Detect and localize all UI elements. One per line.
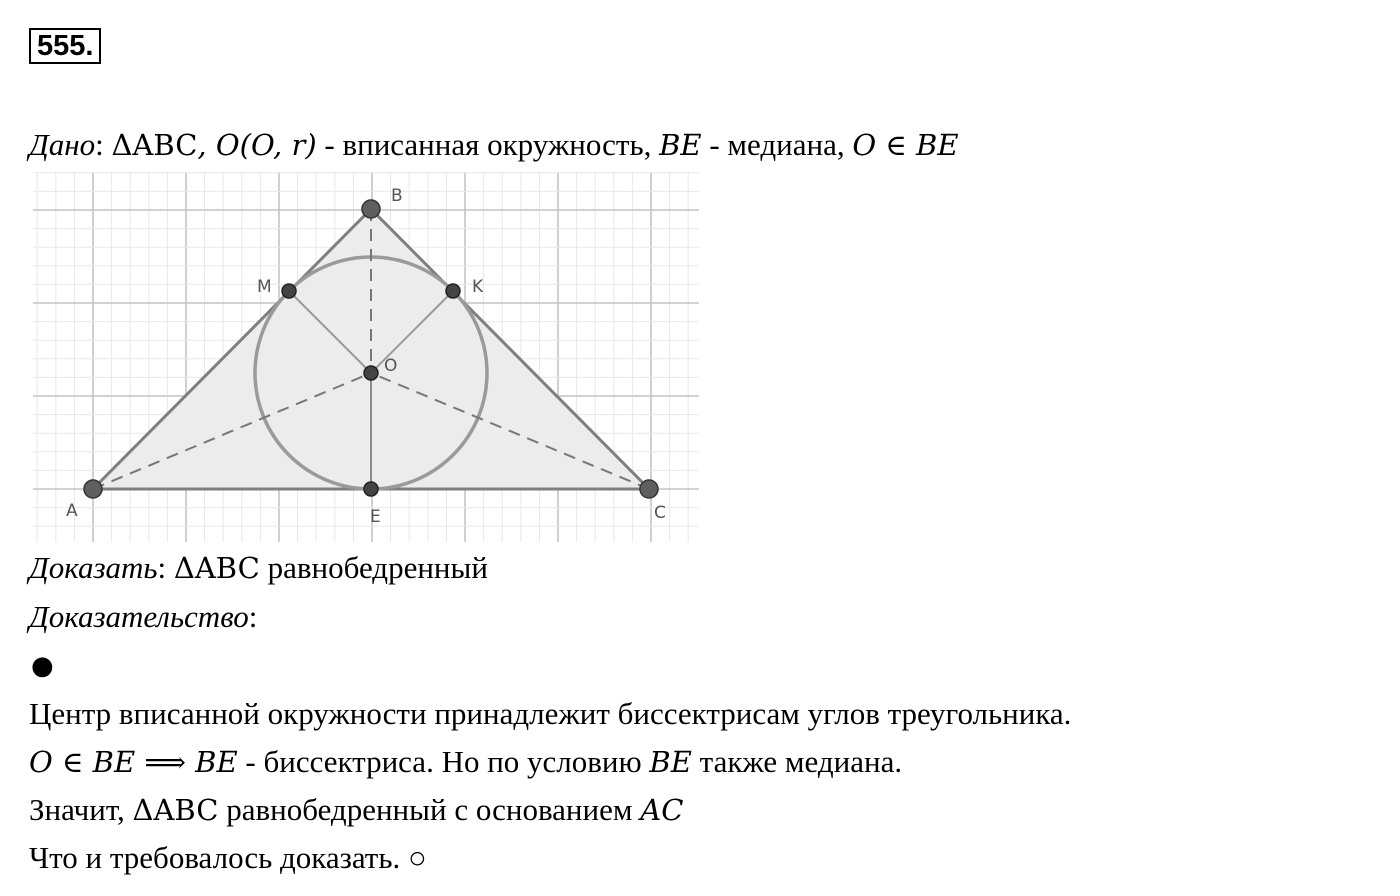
point-o (364, 366, 378, 380)
given-text-median: - медиана, (701, 127, 853, 162)
problem-number: 555. (29, 28, 101, 64)
triangle-figure (33, 172, 699, 542)
point-a (84, 480, 102, 498)
label-o: O (384, 356, 398, 376)
point-c (640, 480, 658, 498)
point-m (282, 284, 296, 298)
proof-line-2-text-1: - биссектриса. Но по условию (237, 744, 650, 779)
proof-line-2 (29, 742, 902, 782)
proof-line-3-ac: AC (640, 793, 684, 827)
proof-line-2-text-2: также медиана. (691, 744, 903, 779)
given-triangle: ΔABC (111, 128, 198, 162)
prove-colon: : (157, 550, 167, 585)
proof-heading (29, 597, 257, 637)
proof-bullet: ● (31, 651, 54, 681)
proof-line-1: Центр вписанной окружности принадлежит биссектрисам углов треугольника. (29, 696, 1072, 731)
proof-label: Доказательство (29, 599, 249, 634)
given-condition: O ∈ BE (852, 128, 959, 162)
proof-line-3 (29, 790, 683, 830)
point-b (362, 200, 380, 218)
label-a: A (66, 501, 78, 521)
prove-label: Доказать (29, 550, 158, 585)
given-colon: : (95, 127, 104, 162)
given-circle: , O(O, r) (197, 128, 317, 162)
prove-text: равнобедренный (259, 550, 488, 585)
proof-line-2-math: O ∈ BE ⟹ BE (29, 745, 238, 779)
point-k (446, 284, 460, 298)
proof-line-3-triangle: ΔABC (132, 793, 219, 827)
label-b: B (391, 186, 403, 206)
proof-line-2-be: BE (649, 745, 692, 779)
proof-line-4: Что и требовалось доказать. ○ (29, 840, 427, 875)
point-e (364, 482, 378, 496)
label-e: E (370, 507, 381, 527)
label-c: C (654, 503, 666, 523)
given-line (29, 125, 959, 165)
proof-line-3-text-2: равнобедренный с основанием (218, 792, 641, 827)
given-label: Дано (29, 127, 96, 162)
prove-triangle: ΔABC (173, 551, 260, 585)
prove-line (29, 548, 488, 588)
proof-line-3-text-1: Значит, (29, 792, 133, 827)
given-text-inscribed: - вписанная окружность, (316, 127, 660, 162)
proof-colon: : (248, 599, 258, 634)
label-m: M (257, 277, 272, 297)
label-k: K (472, 277, 484, 297)
given-be: BE (659, 128, 702, 162)
